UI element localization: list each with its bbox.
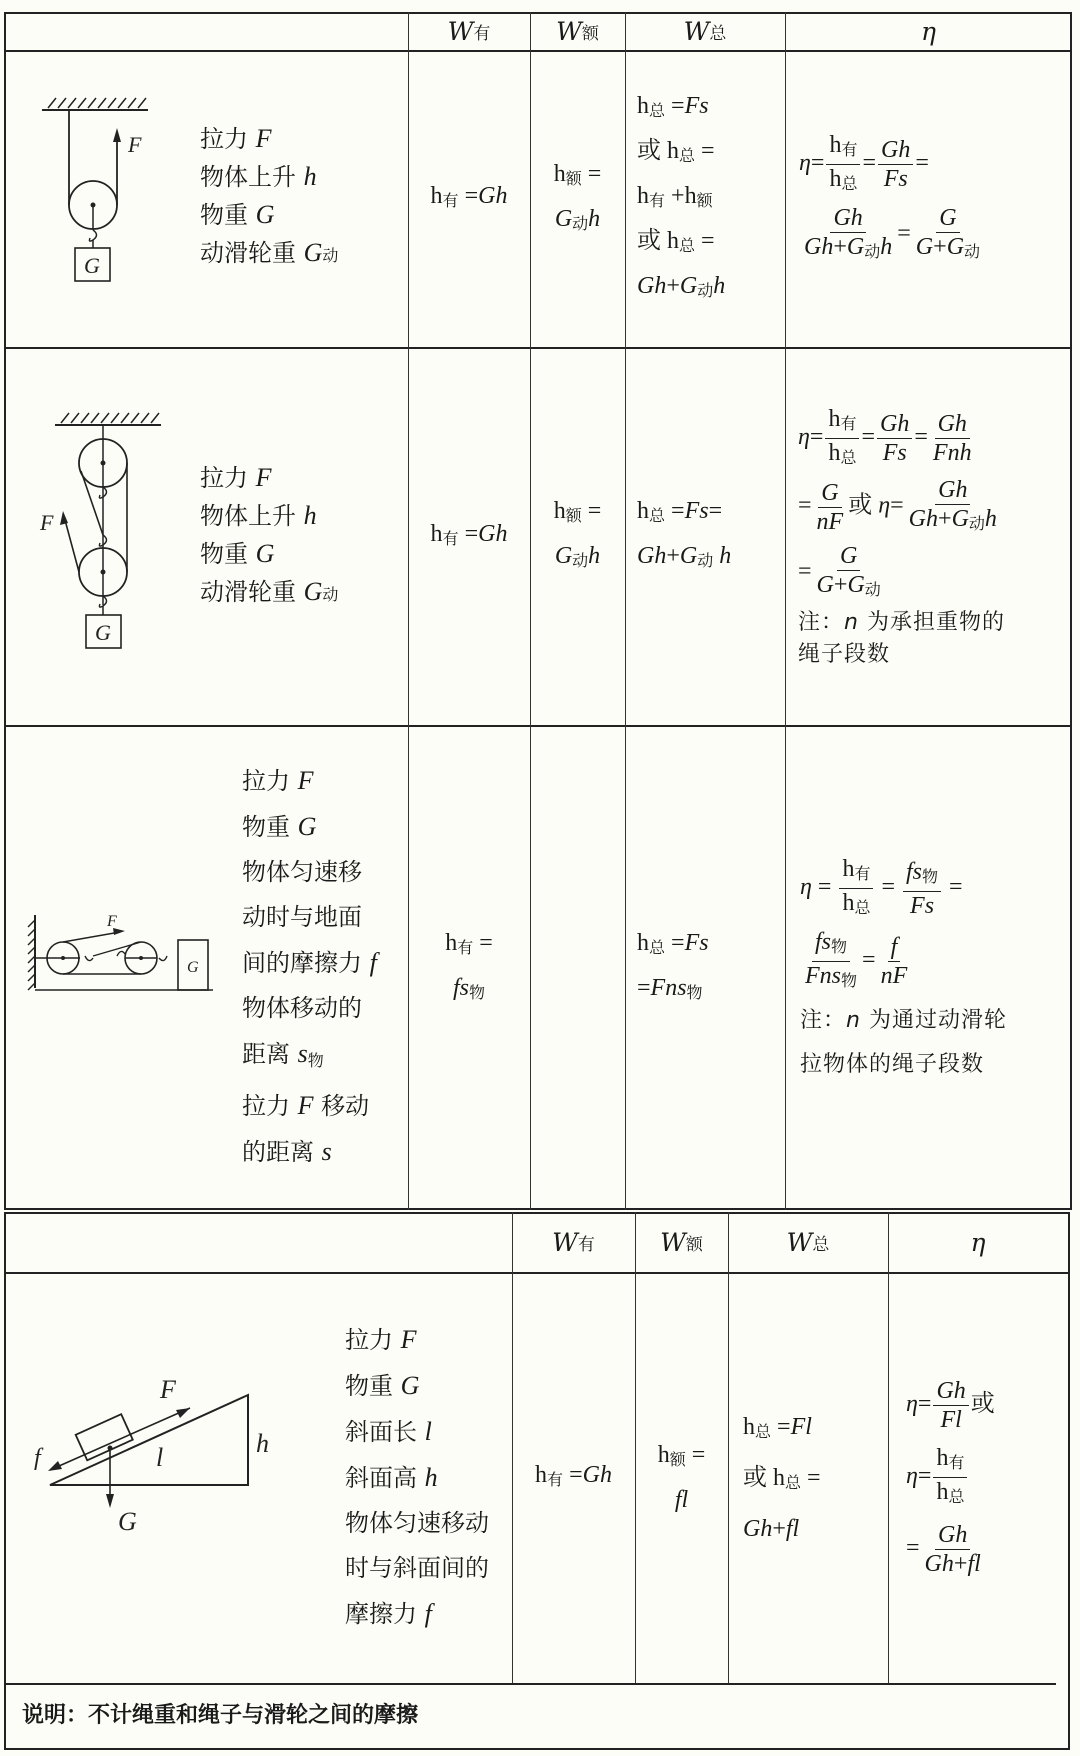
header-w-total: W 总 [683,16,727,46]
row3-note: 拉物体的绳子段数 [800,1052,985,1077]
weight-label: G [118,1507,137,1536]
desc-line: 物体移动的 [242,994,362,1022]
eta-line: = $\frac{G}{\text{G+G动}}$ [798,543,881,599]
horizontal-pulley-diagram-icon [25,910,215,1000]
desc-line: 物重 G [200,539,275,568]
header-w-extra: W 额 [556,16,599,46]
row2-w-total: h总 =Fs= Gh+G动 h [637,498,732,570]
row2-note: 绳子段数 [798,642,891,667]
eta-line: η= $\frac{\text{h有}}{\text{h总}}$ = $\frac{Gh}{Fs}$ = [799,132,929,193]
desc-line: 拉力 F [200,124,272,153]
desc-line: 物体上升 h [200,162,317,191]
row2-w-extra: h额 = G动h [553,498,602,570]
desc-line: 动滑轮重 G动 [200,577,339,606]
row2-note: 注：n 为承担重物的 [798,610,1005,635]
row3-w-total: h总 =Fs =Fns物 [637,929,709,1002]
movable-pulley-diagram-icon [30,90,160,300]
desc-line: 时与斜面间的 [345,1554,489,1582]
desc-line: 间的摩擦力 f [242,948,377,977]
desc-line: 摩擦力 f [345,1599,432,1628]
header-eta: η [921,16,936,46]
row1-w-total: h总 =Fs 或 h总 = h有 +h额 或 h总 = Gh+G动h [637,93,726,300]
eta-line: η= $\frac{\text{h有}}{\text{h总}}$ = $\frac{Gh}{Fs}$ = $\frac{Gh}{\text{Fnh}}$ [798,406,972,467]
row3-description [242,758,377,1175]
pulley-block-diagram-icon [35,405,165,665]
eta-line: η = $\frac{\text{h有}}{\text{h总}}$ = $\frac{\text{fs物}}{Fs}$ = [800,856,963,919]
inclined-plane-diagram-icon [30,1380,270,1560]
desc-line: 物体上升 h [200,501,317,530]
eta-line: = $\frac{G}{nF}$ 或 η= $\frac{Gh}{\text{Gh+G动h}}$ [798,477,997,535]
eta-line: $\frac{Gh}{\text{Gh+G动h}}$ = $\frac{G}{\text{G+G动}}$ [804,205,981,261]
row1-eta [785,50,1072,347]
desc-line: 动时与地面 [242,903,362,931]
force-label: F [107,913,117,930]
incline-w-extra: h额 = fl [657,1442,706,1513]
row3-note: 注：n 为通过动滑轮 [800,1008,1007,1033]
force-label: F [40,510,54,535]
desc-line: 斜面长 l [345,1417,432,1446]
footer-note: 说明：不计绳重和绳子与滑轮之间的摩擦 [22,1703,419,1728]
header-w-extra: W 额 [660,1227,703,1257]
incline-w-total: h总 =Fl 或 h总 = Gh+fl [743,1413,821,1542]
row3-w-extra [530,725,625,1210]
eta-line: $\frac{\text{fs物}}{\text{Fns物}}$ = $\frac{f}{nF}$ [805,929,908,990]
desc-line: 物体匀速移动 [345,1509,489,1537]
incline-description [345,1317,489,1637]
desc-line: 动滑轮重 G动 [200,238,339,267]
header-w-useful: W 有 [552,1227,595,1257]
eta-line: = $\frac{Gh}{Gh+fl}$ [906,1522,981,1577]
friction-label: f [34,1445,41,1471]
desc-line: 物重 G [242,812,317,841]
row-divider [4,1683,1056,1685]
weight-label: G [187,959,199,976]
desc-line: 拉力 F [200,463,272,492]
height-label: h [256,1429,269,1458]
desc-line: 斜面高 h [345,1463,438,1492]
row1-description [200,120,338,275]
row2-description [200,459,338,614]
header-w-useful: W 有 [447,16,491,46]
incline-w-useful: h有 =Gh [535,1462,612,1489]
row2-w-useful: h有 =Gh [430,520,508,548]
desc-line: 拉力 F [345,1325,417,1354]
header-eta: η [970,1227,986,1257]
desc-line: 物重 G [200,200,275,229]
row2-eta [798,405,1068,674]
weight-label: G [95,620,111,645]
eta-line: η= $\frac{Gh}{Fl}$ 或 [906,1378,995,1433]
desc-line: 的距离 s [242,1137,332,1166]
row3-eta [800,855,1070,1087]
header-w-total: W 总 [786,1227,830,1257]
desc-line: 距离 s物 [242,1039,324,1070]
row1-w-extra: h额 = G动h [553,160,602,233]
force-label: F [128,132,142,157]
desc-line: 物体匀速移 [242,858,362,886]
eta-line: η= $\frac{\text{h有}}{\text{h总}}$ [906,1444,969,1511]
length-label: l [156,1443,164,1472]
desc-line: 物重 G [345,1371,420,1400]
weight-label: G [84,253,100,278]
force-label: F [160,1380,176,1404]
desc-line: 拉力 F 移动 [242,1091,370,1120]
row1-w-useful: h有 =Gh [430,183,508,210]
incline-eta [888,1272,1068,1683]
desc-line: 拉力 F [242,766,314,795]
row3-w-useful: h有 = fs物 [445,929,493,1002]
